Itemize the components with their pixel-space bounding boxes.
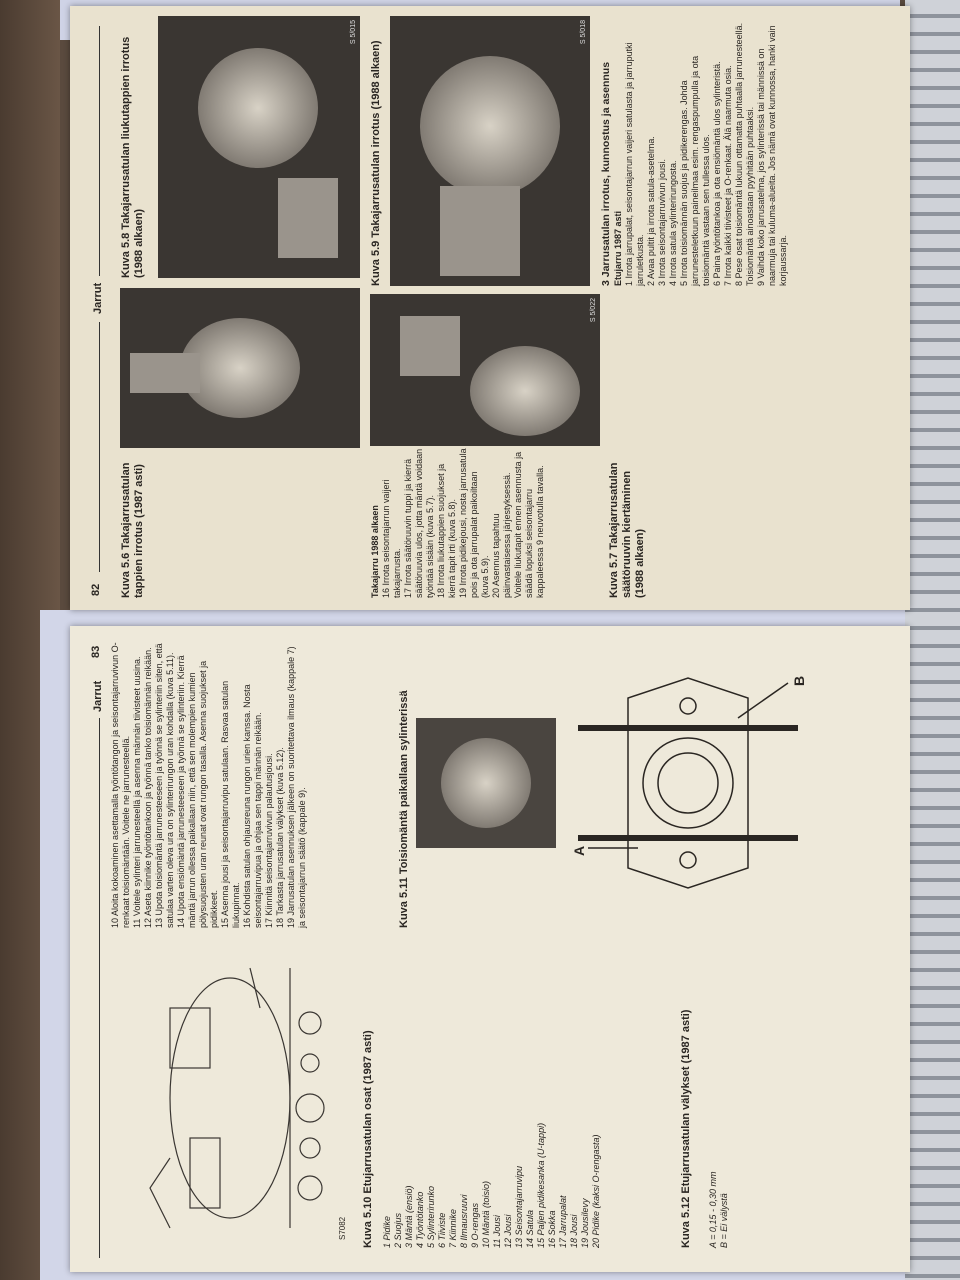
part-13: 13 Seisontajarruvipu [514, 1165, 524, 1248]
part-10: 10 Mäntä (toisio) [481, 1180, 491, 1248]
clearance-b: B = Ei välystä [719, 1193, 729, 1248]
part-14: 14 Satula [525, 1209, 535, 1248]
front-brake-heading: Etujarru 1987 asti [613, 210, 623, 286]
photo-fig-5-9 [390, 16, 590, 286]
part-9: 9 O-rengas [470, 1202, 480, 1248]
photo-fig-5-11 [416, 718, 556, 848]
part-5: 5 Sylinterirunko [426, 1185, 436, 1248]
rear-step-17: 17 Irrota säätöruuvin tuppi ja kierrä säätöruuvia ulos, jotta mäntä voidaan työntää sisään (kuva 5.7). [403, 448, 435, 598]
clearance-a: A = 0,15 - 0,30 mm [708, 1171, 718, 1248]
parts-legend [382, 1048, 602, 1248]
part-16: 16 Sokka [547, 1210, 557, 1248]
section-3-text [600, 16, 789, 286]
diagram-spring-plate [150, 1158, 170, 1228]
part-8: 8 Ilmausruuvi [459, 1194, 469, 1248]
diagram-leader-b [738, 683, 788, 718]
front-step-3: 3 Irrota seisontajarruvivun jousi. [657, 158, 667, 286]
diagram-retainer [299, 1012, 321, 1034]
photo-highlight [440, 186, 520, 276]
assembly-steps [110, 638, 308, 928]
part-17: 17 Jarrupalat [558, 1195, 568, 1248]
rear-step-18: 18 Irrota liukutappien suojukset ja kierrä tapit irti (kuva 5.8). [436, 463, 457, 598]
step-17: 17 Kiinnitä seisontajarruvivun palautusjousi. [264, 753, 274, 928]
header-rule [99, 718, 100, 1258]
part-19: 19 Jousilevy [580, 1198, 590, 1248]
photo-fig-5-6 [120, 288, 360, 448]
page-number: 82 [90, 583, 102, 596]
diagram-fig-5-12 [568, 658, 808, 908]
caption-fig-5-7: Kuva 5.7 Takajarrusatulan säätöruuvin kiertäminen (1988 alkaen) [608, 462, 646, 598]
caption-fig-5-11: Kuva 5.11 Toisiomäntä paikallaan sylinterissä [398, 690, 410, 928]
front-step-8: 8 Pese osat toisiomäntä lukuun ottamatta puhtaalla jarrunesteellä. Toisiomäntä ainoastaan pyyhitään puhtaaksi. [734, 22, 755, 286]
front-step-6: 6 Paina työntötankoa ja ota ensiömäntä ulos sylinteristä. [712, 61, 722, 286]
diagram-brake-pad [190, 1138, 220, 1208]
figure-reference: S 5/022 [590, 298, 597, 323]
part-20: 20 Pidike (kaksi O-rengasta) [591, 1134, 601, 1248]
label-b: B [791, 675, 807, 686]
diagram-ref: S7082 [338, 1216, 347, 1240]
rear-brake-text [370, 448, 546, 598]
part-4: 4 Työntötanko [415, 1191, 425, 1248]
photo-highlight [441, 738, 531, 828]
photo-highlight [420, 56, 560, 196]
photo-highlight [130, 353, 200, 393]
section-title: 3 Jarrusatulan irrotus, kunnostus ja asennus [600, 61, 612, 286]
label-a: A [571, 845, 587, 856]
binder-rings [905, 0, 960, 1280]
caption-fig-5-8: Kuva 5.8 Takajarrusatulan liukutappien irrotus (1988 alkaen) [120, 36, 145, 278]
front-step-2: 2 Avaa pultit ja irrota satula-asetelma. [646, 136, 656, 286]
diagram-caliper-outline [170, 978, 290, 1218]
step-19: 19 Jarrusatulan asennuksen jälkeen on suoritettava ilmaus (kappale 7) ja seisontajarrun säätö (kappale 9). [286, 646, 307, 928]
caption-fig-5-10: Kuva 5.10 Etujarrusatulan osat (1987 asti) [362, 1030, 374, 1248]
clearance-legend [708, 948, 730, 1248]
part-1: 1 Pidike [382, 1215, 392, 1248]
part-15: 15 Paljen pidikesanka (U-tappi) [536, 1122, 546, 1248]
step-14: 14 Upota ensiömäntä jarrunesteeseen ja työnnä se sylinteriin. Kierrä mäntä jarrun ollessa paikallaan niin, että sen molempien kumien pölysuojusten uran reunat ovat rungon tasalla. Asenna suojukset ja pidikkeet. [176, 655, 219, 928]
diagram-cylinder [170, 1008, 210, 1068]
running-head-title: Jarrut [92, 282, 104, 314]
part-18: 18 Jousi [569, 1214, 579, 1248]
part-2: 2 Suojus [393, 1212, 403, 1248]
diagram-fig-5-10 [110, 948, 360, 1248]
part-3: 3 Mäntä (ensiö) [404, 1185, 414, 1248]
step-12: 12 Aseta kiinnike työntötankoon ja työnnä tanko toisiomännän reikään. [143, 647, 153, 928]
photo-highlight [278, 178, 338, 258]
header-rule [99, 26, 100, 276]
photo-fig-5-7 [370, 294, 600, 446]
front-step-9: 9 Vaihda koko jarrusatelma, jos sylinterissä tai männissä on naarmuja tai kuluma-alueita. Jos nämä ovat kunnossa, hanki vain korjaussarja. [756, 25, 788, 286]
part-6: 6 Tiiviste [437, 1212, 447, 1248]
diagram-caliper-body [628, 678, 748, 888]
rear-step-20: 20 Asennus tapahtuu päinvastaisessa järjestyksessä. Voitele liukutapit ennen asennusta ja säädä lopuksi seisontajarru kappaleessa 9 neuvotulla tavalla. [491, 451, 545, 598]
photo-fig-5-8 [158, 16, 360, 278]
diagram-oring [300, 1138, 320, 1158]
diagram-seal [298, 1176, 322, 1200]
running-head [92, 10, 106, 606]
photo-highlight [400, 316, 460, 376]
photo-highlight [470, 346, 580, 436]
part-12: 12 Jousi [503, 1214, 513, 1248]
page-82 [80, 10, 900, 606]
diagram-bolt-hole [680, 852, 696, 868]
figure-reference: S 5/015 [350, 20, 357, 45]
step-15: 15 Asenna jousi ja seisontajarruvipu satulaan. Rasvaa satulan liukupinnat. [220, 680, 241, 928]
figure-reference: S 5/018 [580, 20, 587, 45]
running-head-title: Jarrut [92, 680, 104, 712]
diagram-bolt-hole [680, 698, 696, 714]
step-13: 13 Upota toisiomäntä jarrunesteeseen ja työnnä se sylinteriin siten, että satulaa varten oleva ura on sylinterirungon uran kohdalla (kuva 5.11). [154, 643, 175, 928]
step-11: 11 Voitele sylinteri jarrunesteellä ja asenna männän tiivisteet uusina. [132, 656, 142, 928]
part-11: 11 Jousi [492, 1215, 502, 1248]
step-16: 16 Kohdista satulan ohjausreuna rungon urien kanssa. Nosta seisontajarruvipua ja ohjaa sen tappi männän reikään. [242, 684, 263, 928]
diagram-piston [296, 1094, 324, 1122]
caption-fig-5-12: Kuva 5.12 Etujarrusatulan välykset (1987 asti) [680, 1009, 692, 1248]
page-83 [80, 632, 900, 1268]
header-rule [99, 322, 100, 572]
diagram-leader-line [250, 968, 260, 1008]
diagram-bore [643, 738, 733, 828]
running-head [92, 632, 106, 1268]
caption-fig-5-6: Kuva 5.6 Takajarrusatulan tappien irrotus (1987 asti) [120, 462, 145, 598]
front-step-5: 5 Irrota toisiomännän suojus ja pidikerengas. Johda jarrunesteletkuun paineilmaa esim. rengaspumpulla ja ota toisiomäntä vastaan sen tullessa ulos. [679, 55, 711, 286]
front-step-4: 4 Irrota satula sylinterirungosta. [668, 160, 678, 286]
step-18: 18 Tarkasta jarrusatulan välykset (kuva 5.12). [275, 747, 285, 928]
page-number: 83 [90, 645, 102, 658]
part-7: 7 Kiinnike [448, 1208, 458, 1248]
front-step-1: 1 Irrota jarrupalat, seisontajarrun vaijeri satulasta ja jarruputki jarruletkusta. [624, 42, 645, 286]
photo-highlight [198, 48, 318, 168]
diagram-piston-face [658, 753, 718, 813]
rear-step-16: 16 Irrota seisontajarrun vaijeri takajarrusta. [381, 479, 402, 598]
rear-step-19: 19 Irrota pidikejousi, nosta jarrusatula pois ja ota jarrupalat paikoiltaan (kuva 5.9). [458, 448, 490, 598]
rear-brake-heading: Takajarru 1988 alkaen [370, 505, 380, 598]
front-step-7: 7 Irrota kaikki tiivisteet ja O-renkaat. Älä naarmuta osia. [723, 65, 733, 286]
step-10: 10 Aloita kokoaminen asettamalla työntötangon ja seisontajarruvivun O-renkaat toisiomäntään. Voitele ne jarrunesteellä. [110, 642, 131, 928]
caption-fig-5-9: Kuva 5.9 Takajarrusatulan irrotus (1988 alkaen) [370, 40, 382, 286]
diagram-spring [301, 1054, 319, 1072]
